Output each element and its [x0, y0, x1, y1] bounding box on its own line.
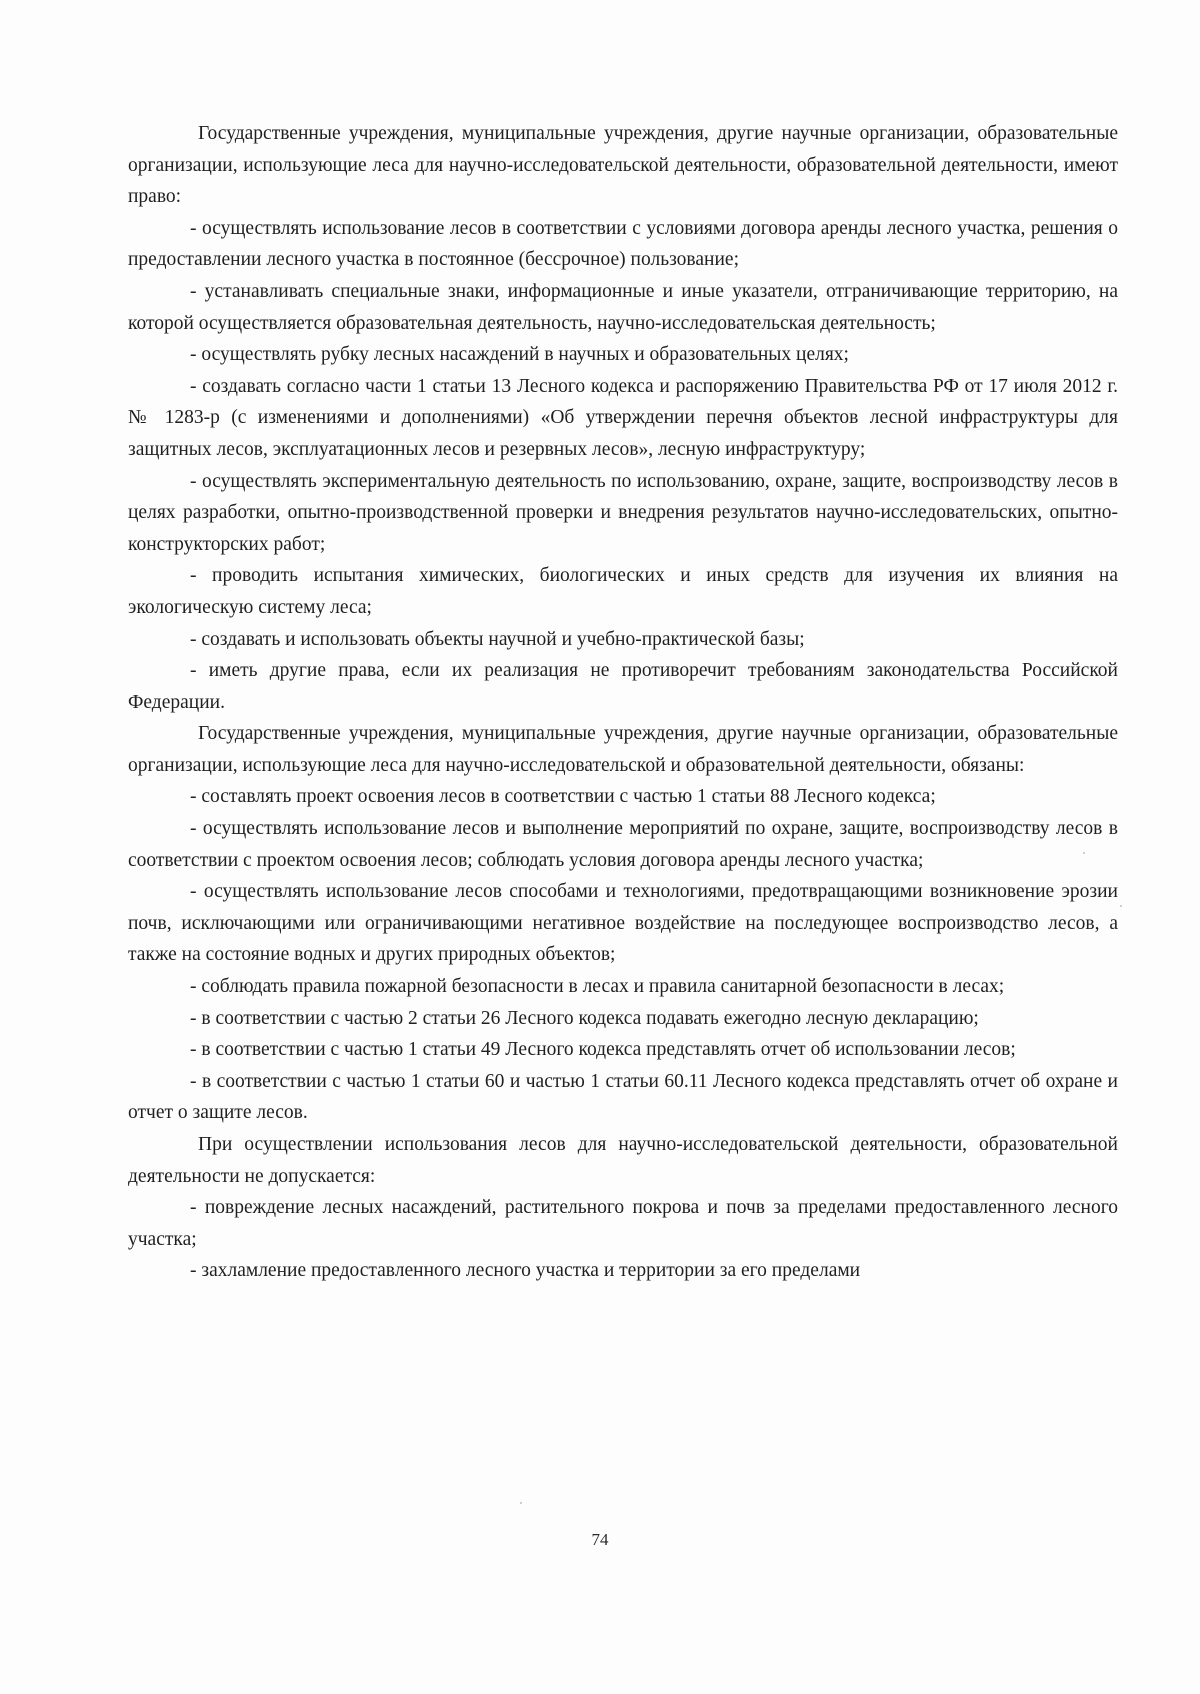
paragraph: При осуществлении использования лесов для научно-исследовательской деятельности, образовательной деятельности не допускается: — [128, 1134, 1118, 1187]
list-item: - в соответствии с частью 1 статьи 49 Лесного кодекса представлять отчет об использовании лесов; — [190, 1039, 1016, 1061]
list-item: - в соответствии с частью 1 статьи 60 и частью 1 статьи 60.11 Лесного кодекса представлять отчет об охране и отчет о защите лесов. — [128, 1070, 1118, 1124]
list-item: - осуществлять использование лесов и выполнение мероприятий по охране, защите, воспроизводству лесов в соответствии с проектом освоения лесов; соблюдать условия договора аренды лесного участка; — [128, 818, 1118, 871]
list-item: - устанавливать специальные знаки, информационные и иные указатели, отграничивающие территорию, на которой осуществляется образовательная деятельность, научно-исследовательская деятельность; — [128, 280, 1118, 334]
list-item: - соблюдать правила пожарной безопасности в лесах и правила санитарной безопасности в лесах; — [190, 976, 1005, 998]
list-item: - составлять проект освоения лесов в соответствии с частью 1 статьи 88 Лесного кодекса; — [190, 786, 936, 808]
list-item: - осуществлять экспериментальную деятельность по использованию, охране, защите, воспроизводству лесов в целях разработки, опытно-производственной проверки и внедрения результатов научно-исследовательских, опытно-конструкторских работ; — [128, 470, 1118, 555]
document-body — [128, 118, 1118, 1287]
list-item: - в соответствии с частью 2 статьи 26 Лесного кодекса подавать ежегодно лесную декларацию; — [190, 1007, 979, 1029]
list-item: - осуществлять использование лесов в соответствии с условиями договора аренды лесного участка, решения о предоставлении лесного участка в постоянное (бессрочное) пользование; — [128, 217, 1118, 271]
list-item: - осуществлять рубку лесных насаждений в научных и образовательных целях; — [190, 344, 849, 366]
list-item: - осуществлять использование лесов способами и технологиями, предотвращающими возникновение эрозии почв, исключающими или ограничивающими негативное воздействие на последующее воспроизводство лесов, а также на состояние водных и других природных объектов; — [128, 881, 1118, 966]
list-item: - проводить испытания химических, биологических и иных средств для изучения их влияния на экологическую систему леса; — [128, 565, 1118, 618]
scan-speck — [520, 1502, 522, 1504]
scan-speck — [1120, 905, 1122, 907]
page-number: 74 — [591, 1530, 609, 1549]
list-item: - повреждение лесных насаждений, растительного покрова и почв за пределами предоставленного лесного участка; — [128, 1197, 1118, 1250]
paragraph: Государственные учреждения, муниципальные учреждения, другие научные организации, образовательные организации, использующие леса для научно-исследовательской и образовательной деятельности, обязаны: — [128, 723, 1118, 776]
list-item: - создавать согласно части 1 статьи 13 Лесного кодекса и распоряжению Правительства РФ от 17 июля 2012 г. № 1283-р (с изменениями и дополнениями) «Об утверждении перечня объектов лесной инфраструктуры для защитных лесов, эксплуатационных лесов и резервных лесов», лесную инфраструктуру; — [128, 375, 1118, 460]
list-item: - захламление предоставленного лесного участка и территории за его пределами — [190, 1260, 861, 1282]
scan-speck — [1083, 852, 1085, 854]
list-item: - иметь другие права, если их реализация не противоречит требованиям законодательства Российской Федерации. — [128, 660, 1118, 713]
list-item: - создавать и использовать объекты научной и учебно-практической базы; — [190, 628, 805, 650]
paragraph: Государственные учреждения, муниципальные учреждения, другие научные организации, образовательные организации, использующие леса для научно-исследовательской деятельности, образовательной деятельности, имеют право: — [128, 123, 1118, 208]
